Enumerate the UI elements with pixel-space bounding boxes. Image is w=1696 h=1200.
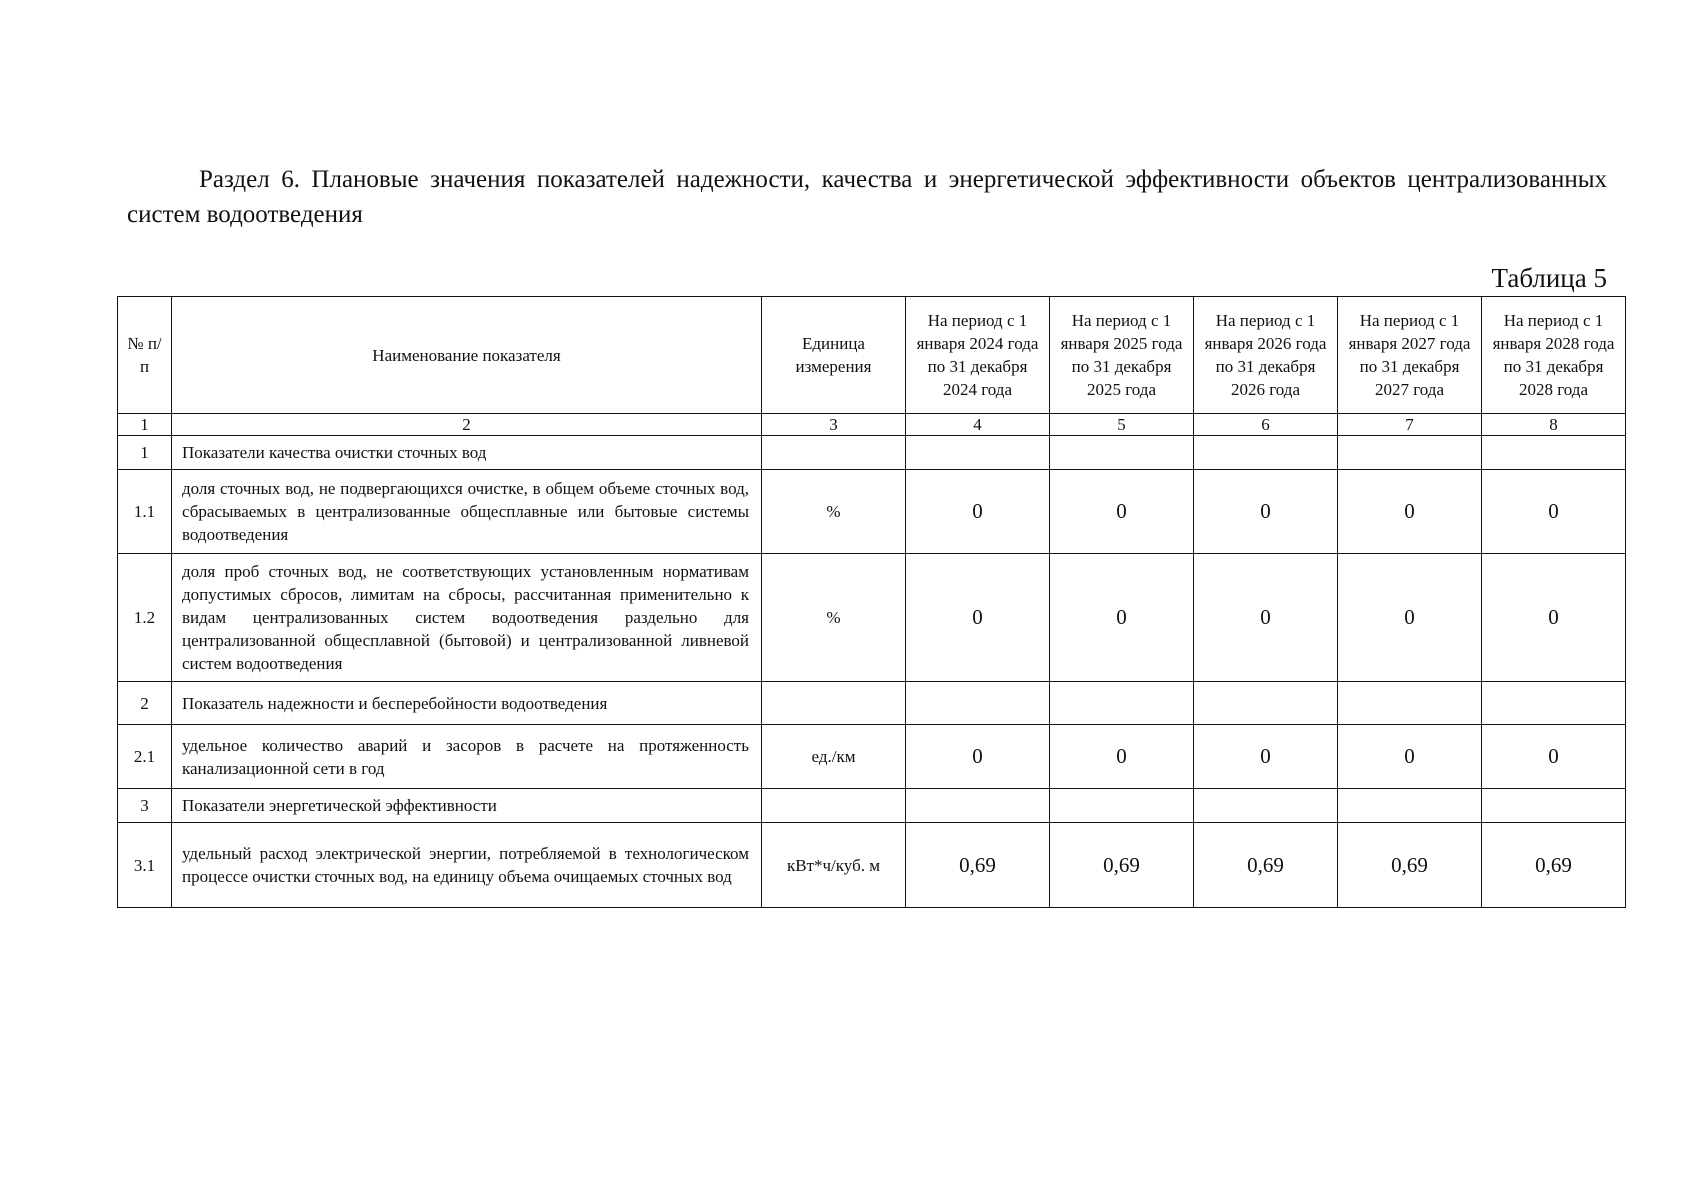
empty-cell <box>762 789 906 823</box>
row-name: доля проб сточных вод, не соответствующих установленным нормативам допустимых сбросов, лимитам на сбросы, рассчитанная применительно к видам централизованных систем водоотведения раздельно для централизованной общесплавной (бытовой) и централизованной ливневой систем водоотведения <box>172 554 762 682</box>
row-value: 0 <box>1194 470 1338 554</box>
header-period-2025: На период с 1 января 2025 года по 31 декабря 2025 года <box>1050 297 1194 414</box>
row-value: 0 <box>906 554 1050 682</box>
section-num: 1 <box>118 436 172 470</box>
row-unit: % <box>762 554 906 682</box>
header-period-2028: На период с 1 января 2028 года по 31 декабря 2028 года <box>1482 297 1626 414</box>
section-row <box>118 682 1626 725</box>
column-number: 6 <box>1194 414 1338 436</box>
table-row <box>118 554 1626 682</box>
section-title: Показатели качества очистки сточных вод <box>172 436 762 470</box>
row-value: 0 <box>1482 470 1626 554</box>
column-number: 4 <box>906 414 1050 436</box>
header-period-2027: На период с 1 января 2027 года по 31 декабря 2027 года <box>1338 297 1482 414</box>
header-unit: Единица измерения <box>762 297 906 414</box>
row-value: 0 <box>1482 554 1626 682</box>
row-value: 0 <box>1482 725 1626 789</box>
empty-cell <box>1194 682 1338 725</box>
row-unit: % <box>762 470 906 554</box>
row-value: 0,69 <box>1194 823 1338 908</box>
row-value: 0 <box>1338 725 1482 789</box>
section-num: 3 <box>118 789 172 823</box>
row-unit: ед./км <box>762 725 906 789</box>
header-period-2024: На период с 1 января 2024 года по 31 декабря 2024 года <box>906 297 1050 414</box>
empty-cell <box>1050 682 1194 725</box>
section-title: Показатели энергетической эффективности <box>172 789 762 823</box>
header-name: Наименование показателя <box>172 297 762 414</box>
empty-cell <box>1050 436 1194 470</box>
column-number: 2 <box>172 414 762 436</box>
column-number: 5 <box>1050 414 1194 436</box>
empty-cell <box>1050 789 1194 823</box>
table-row <box>118 725 1626 789</box>
empty-cell <box>1194 436 1338 470</box>
column-number: 3 <box>762 414 906 436</box>
row-value: 0,69 <box>1482 823 1626 908</box>
row-value: 0 <box>1194 725 1338 789</box>
row-unit: кВт*ч/куб. м <box>762 823 906 908</box>
row-value: 0 <box>1338 554 1482 682</box>
row-value: 0 <box>906 725 1050 789</box>
header-row <box>118 297 1626 414</box>
row-value: 0 <box>906 470 1050 554</box>
empty-cell <box>906 789 1050 823</box>
row-value: 0,69 <box>1338 823 1482 908</box>
indicators-table <box>117 296 1626 908</box>
column-number: 7 <box>1338 414 1482 436</box>
section-title: Показатель надежности и бесперебойности водоотведения <box>172 682 762 725</box>
column-number: 1 <box>118 414 172 436</box>
row-name: удельное количество аварий и засоров в расчете на протяженность канализационной сети в год <box>172 725 762 789</box>
row-value: 0 <box>1050 725 1194 789</box>
table-label: Таблица 5 <box>1491 263 1607 293</box>
row-value: 0 <box>1194 554 1338 682</box>
row-value: 0,69 <box>1050 823 1194 908</box>
empty-cell <box>906 436 1050 470</box>
section-num: 2 <box>118 682 172 725</box>
column-number-row <box>118 414 1626 436</box>
empty-cell <box>906 682 1050 725</box>
row-num: 1.1 <box>118 470 172 554</box>
column-number: 8 <box>1482 414 1626 436</box>
row-num: 1.2 <box>118 554 172 682</box>
row-value: 0 <box>1050 554 1194 682</box>
row-num: 2.1 <box>118 725 172 789</box>
table-row <box>118 470 1626 554</box>
row-value: 0,69 <box>906 823 1050 908</box>
empty-cell <box>762 436 906 470</box>
section-heading: Раздел 6. Плановые значения показателей надежности, качества и энергетической эффективности объектов централизованных систем водоотведения <box>127 166 1607 228</box>
empty-cell <box>1338 789 1482 823</box>
table-row <box>118 823 1626 908</box>
empty-cell <box>1482 436 1626 470</box>
empty-cell <box>1194 789 1338 823</box>
empty-cell <box>1482 789 1626 823</box>
row-value: 0 <box>1338 470 1482 554</box>
row-value: 0 <box>1050 470 1194 554</box>
row-num: 3.1 <box>118 823 172 908</box>
row-name: удельный расход электрической энергии, потребляемой в технологическом процессе очистки сточных вод, на единицу объема очищаемых сточных вод <box>172 823 762 908</box>
empty-cell <box>1338 682 1482 725</box>
section-row <box>118 789 1626 823</box>
empty-cell <box>1338 436 1482 470</box>
header-period-2026: На период с 1 января 2026 года по 31 декабря 2026 года <box>1194 297 1338 414</box>
empty-cell <box>1482 682 1626 725</box>
row-name: доля сточных вод, не подвергающихся очистке, в общем объеме сточных вод, сбрасываемых в централизованные общесплавные или бытовые системы водоотведения <box>172 470 762 554</box>
empty-cell <box>762 682 906 725</box>
section-row <box>118 436 1626 470</box>
header-num: № п/п <box>118 297 172 414</box>
